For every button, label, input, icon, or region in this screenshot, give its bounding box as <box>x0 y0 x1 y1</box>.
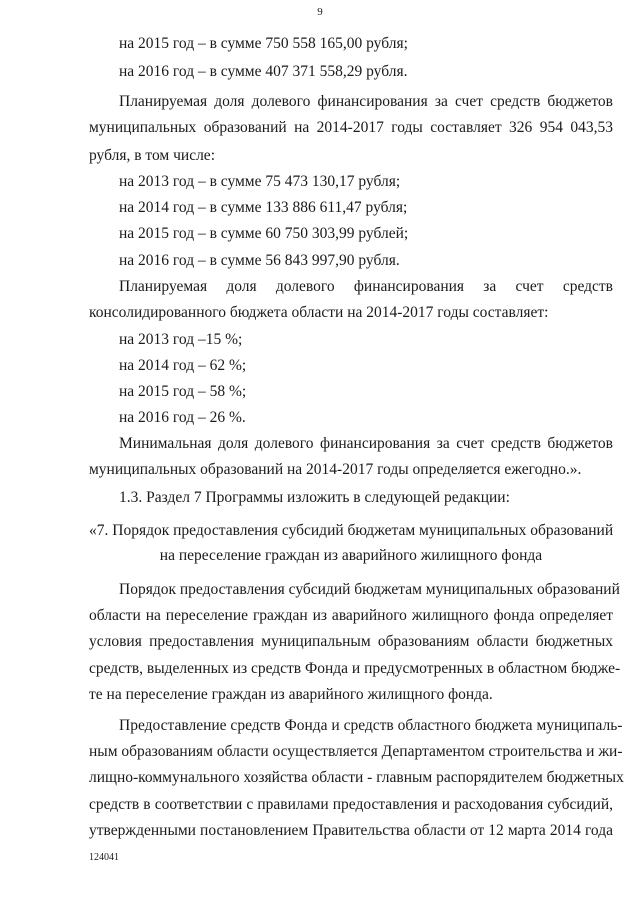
text-line: на 2015 год – в сумме 60 750 303,99 рублей; <box>119 225 409 242</box>
text-line: утвержденными постановлением Правительства области от 12 марта 2014 года <box>89 822 613 839</box>
text-line: Планируемая доля долевого финансирования за счет средств бюджетов <box>119 93 613 110</box>
text-line: Порядок предоставления субсидий бюджетам муниципальных образований <box>119 581 620 598</box>
text-line: на 2014 год – 62 %; <box>119 357 247 374</box>
text-line: 1.3. Раздел 7 Программы изложить в следующей редакции: <box>119 489 510 506</box>
page-number: 9 <box>317 6 323 18</box>
text-line: ным образованиям области осуществляется Департаментом строительства и жи- <box>89 743 623 760</box>
text-line: Минимальная доля долевого финансирования за счет средств бюджетов <box>119 435 613 452</box>
text-line: средств, выделенных из средств Фонда и предусмотренных в областном бюдже- <box>89 660 621 677</box>
section-heading: на переселение граждан из аварийного жилищного фонда <box>159 547 543 564</box>
text-line: те на переселение граждан из аварийного жилищного фонда. <box>89 686 493 703</box>
text-line: консолидированного бюджета области на 2014-2017 годы составляет: <box>89 304 549 321</box>
text-line: на 2016 год – в сумме 56 843 997,90 рубля. <box>119 252 400 269</box>
text-line: на 2016 год – в сумме 407 371 558,29 рубля. <box>119 63 408 80</box>
text-line: Планируемая доля долевого финансирования за счет средств <box>119 278 613 295</box>
text-line: на 2013 год –15 %; <box>119 331 243 348</box>
text-line: на 2013 год – в сумме 75 473 130,17 рубля; <box>119 173 401 190</box>
text-line: рубля, в том числе: <box>89 147 215 164</box>
text-line: муниципальных образований на 2014-2017 годы составляет 326 954 043,53 <box>89 119 613 136</box>
text-line: области на переселение граждан из аварийного жилищного фонда определяет <box>89 607 613 624</box>
text-line: на 2016 год – 26 %. <box>119 409 246 426</box>
text-line: лищно-коммунального хозяйства области - главным распорядителем бюджетных <box>89 769 624 786</box>
text-line: на 2015 год – 58 %; <box>119 383 247 400</box>
section-heading: «7. Порядок предоставления субсидий бюджетам муниципальных образований <box>89 522 614 539</box>
document-code: 124041 <box>89 852 119 863</box>
text-line: средств в соответствии с правилами предоставления и расходования субсидий, <box>89 796 613 813</box>
text-line: на 2015 год – в сумме 750 558 165,00 рубля; <box>119 35 408 52</box>
text-line: на 2014 год – в сумме 133 886 611,47 рубля; <box>119 199 408 216</box>
text-line: муниципальных образований на 2014-2017 годы определяется ежегодно.». <box>89 461 582 478</box>
text-line: условия предоставления муниципальным образованиям области бюджетных <box>89 633 613 650</box>
text-line: Предоставление средств Фонда и средств областного бюджета муниципаль- <box>119 717 623 734</box>
